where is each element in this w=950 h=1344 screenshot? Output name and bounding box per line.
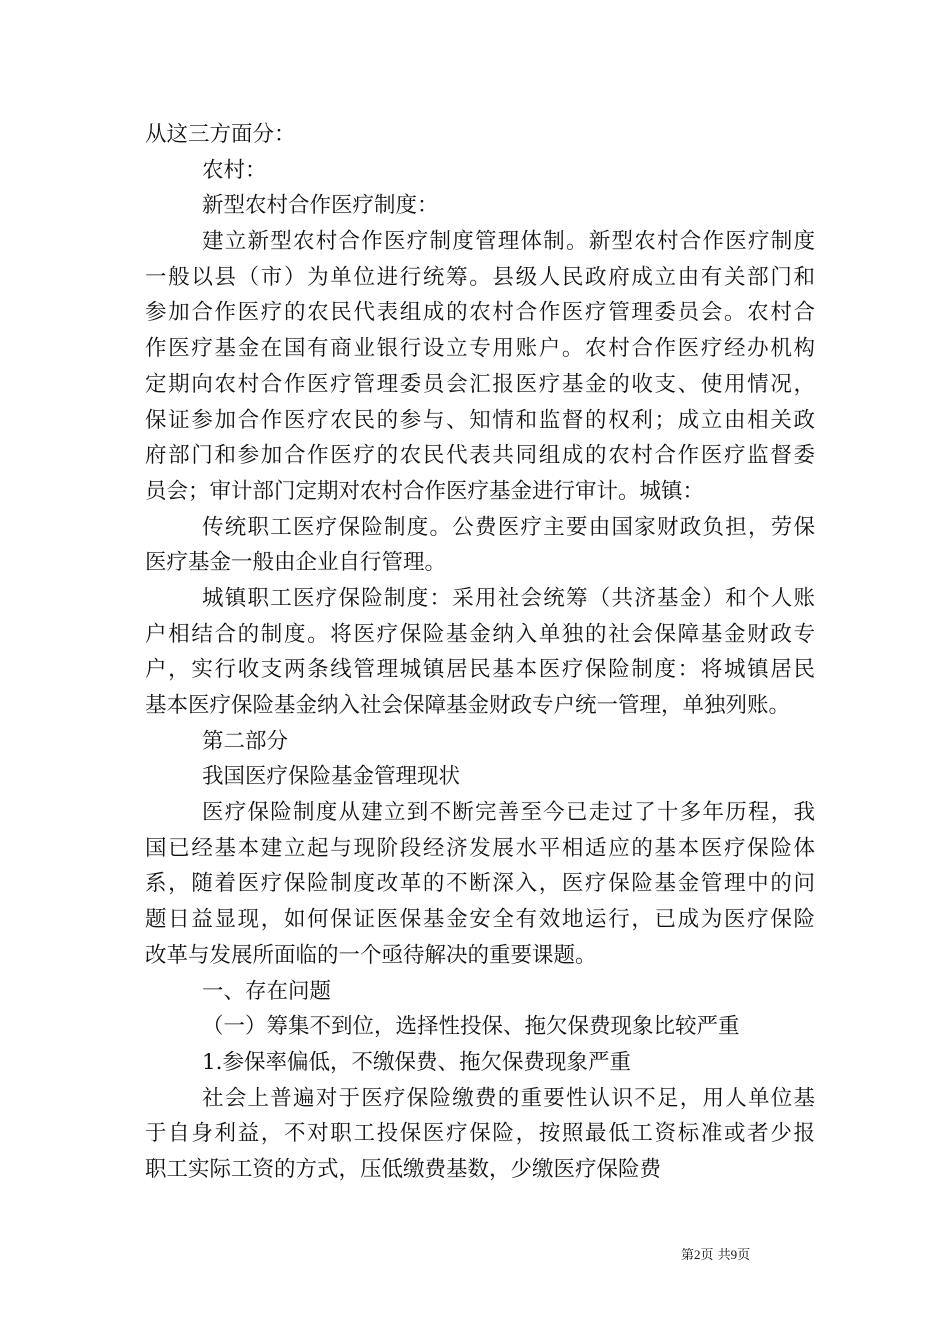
- paragraph-line: 作医疗基金在国有商业银行设立专用账户。农村合作医疗经办机构: [145, 336, 815, 362]
- part-title: 我国医疗保险基金管理现状: [202, 764, 461, 790]
- section-heading-rural: 农村：: [202, 157, 267, 183]
- section-heading: 一、存在问题: [202, 978, 332, 1004]
- paragraph-line: 参加合作医疗的农民代表组成的农村合作医疗管理委员会。农村合: [145, 300, 815, 326]
- paragraph-line: 传统职工医疗保险制度。公费医疗主要由国家财政负担，劳保: [202, 514, 815, 540]
- part-heading: 第二部分: [202, 728, 289, 754]
- paragraph-line: 基本医疗保险基金纳入社会保障基金财政专户统一管理，单独列账。: [145, 693, 791, 718]
- paragraph-line: 题日益显现，如何保证医保基金安全有效地运行，已成为医疗保险: [145, 907, 815, 933]
- footer-middle: 页 共: [700, 1248, 731, 1263]
- subsection-heading: （一）筹集不到位，选择性投保、拖欠保费现象比较严重: [202, 1014, 740, 1040]
- paragraph-line: 国已经基本建立起与现阶段经济发展水平相适应的基本医疗保险体: [145, 835, 815, 861]
- paragraph-line: 职工实际工资的方式，压低缴费基数，少缴医疗保险费: [145, 1156, 662, 1182]
- paragraph-line: 医疗基金一般由企业自行管理。: [145, 550, 447, 576]
- footer-suffix: 页: [737, 1248, 751, 1263]
- footer-prefix: 第: [681, 1248, 695, 1263]
- paragraph-line: 户，实行收支两条线管理城镇居民基本医疗保险制度：将城镇居民: [145, 657, 815, 683]
- paragraph-line: 一般以县（市）为单位进行统筹。县级人民政府成立由有关部门和: [145, 264, 815, 290]
- paragraph-line: 府部门和参加合作医疗的农民代表共同组成的农村合作医疗监督委: [145, 443, 815, 469]
- paragraph-line: 系，随着医疗保险制度改革的不断深入，医疗保险基金管理中的问: [145, 871, 815, 897]
- item-heading: 1.参保率偏低，不缴保费、拖欠保费现象严重: [202, 1049, 632, 1075]
- paragraph-line: 建立新型农村合作医疗制度管理体制。新型农村合作医疗制度: [202, 229, 815, 255]
- total-page-number: 9: [730, 1247, 738, 1262]
- paragraph-line: 改革与发展所面临的一个亟待解决的重要课题。: [145, 942, 597, 968]
- paragraph-line: 城镇职工医疗保险制度：采用社会统筹（共济基金）和个人账: [202, 585, 815, 611]
- paragraph-line: 社会上普遍对于医疗保险缴费的重要性认识不足，用人单位基: [202, 1085, 815, 1111]
- page-number-footer: [681, 1247, 821, 1264]
- paragraph-line: 员会；审计部门定期对农村合作医疗基金进行审计。城镇：: [145, 478, 705, 504]
- current-page-number: 2: [694, 1247, 701, 1262]
- paragraph-line: 医疗保险制度从建立到不断完善至今已走过了十多年历程，我: [202, 800, 815, 826]
- document-body: [145, 117, 815, 1188]
- paragraph-line: 于自身利益，不对职工投保医疗保险，按照最低工资标准或者少报: [145, 1121, 815, 1147]
- subheading: 新型农村合作医疗制度：: [202, 193, 439, 219]
- text-line: 从这三方面分：: [145, 122, 296, 147]
- paragraph-line: 保证参加合作医疗农民的参与、知情和监督的权利；成立由相关政: [145, 407, 815, 433]
- paragraph-line: 户相结合的制度。将医疗保险基金纳入单独的社会保障基金财政专: [145, 621, 815, 647]
- paragraph-line: 定期向农村合作医疗管理委员会汇报医疗基金的收支、使用情况，: [145, 371, 815, 397]
